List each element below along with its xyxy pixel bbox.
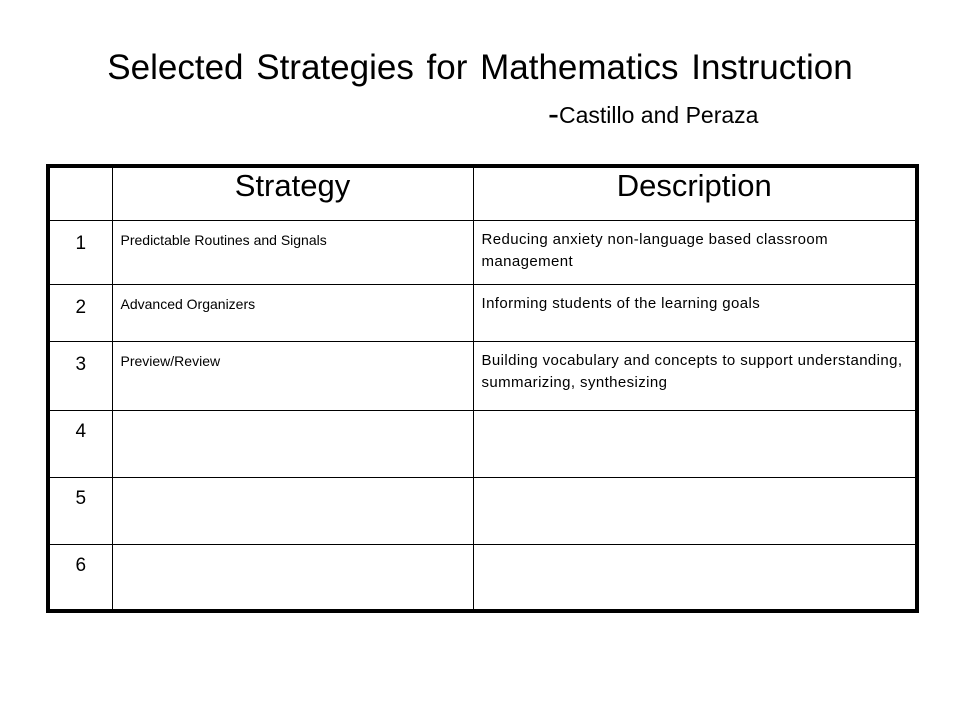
description-cell: Building vocabulary and concepts to support understanding, summarizing, synthesizing: [473, 341, 917, 410]
table-row: [48, 477, 917, 544]
slide-title: Selected Strategies for Mathematics Instruction: [107, 48, 853, 87]
description-cell: Informing students of the learning goals: [473, 284, 917, 341]
table-row: [48, 284, 917, 341]
description-cell: [473, 477, 917, 544]
description-cell: [473, 544, 917, 611]
table-row: [48, 410, 917, 477]
description-cell: Reducing anxiety non-language based classroom management: [473, 220, 917, 284]
strategy-cell: Advanced Organizers: [112, 284, 473, 341]
row-number: 3: [48, 341, 112, 410]
header-strategy: Strategy: [112, 166, 473, 220]
table-row: [48, 341, 917, 410]
row-number: 5: [48, 477, 112, 544]
strategy-cell: Predictable Routines and Signals: [112, 220, 473, 284]
table-row: [48, 544, 917, 611]
slide-subtitle: [548, 92, 758, 135]
strategies-table: [46, 164, 919, 613]
header-description: Description: [473, 166, 917, 220]
subtitle-authors: Castillo and Peraza: [559, 102, 759, 128]
table-header-row: [48, 166, 917, 220]
strategy-cell: [112, 544, 473, 611]
subtitle-dash: -: [548, 95, 559, 132]
row-number: 4: [48, 410, 112, 477]
row-number: 6: [48, 544, 112, 611]
strategy-cell: [112, 477, 473, 544]
strategy-cell: Preview/Review: [112, 341, 473, 410]
strategy-cell: [112, 410, 473, 477]
row-number: 2: [48, 284, 112, 341]
header-number: [48, 166, 112, 220]
row-number: 1: [48, 220, 112, 284]
table-row: [48, 220, 917, 284]
description-cell: [473, 410, 917, 477]
